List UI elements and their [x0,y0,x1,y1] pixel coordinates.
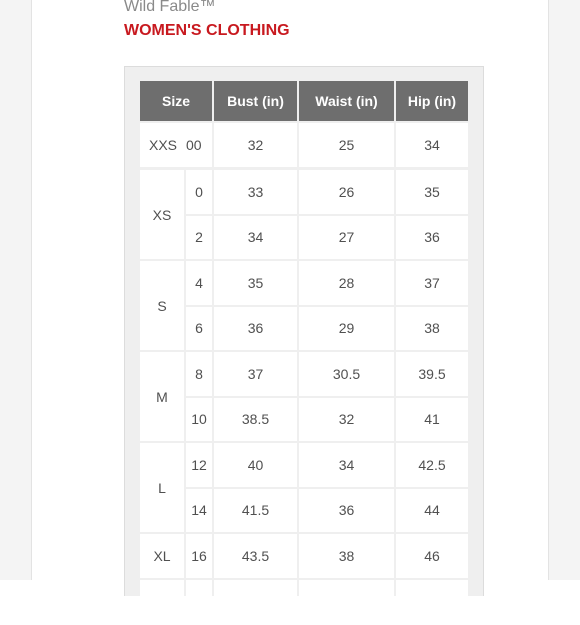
waist-cell: 36 [299,489,394,533]
bust-cell: 40 [214,443,297,487]
hip-cell: 46 [396,534,468,578]
bust-cell: 41.5 [214,489,297,533]
waist-cell: 28 [299,261,394,305]
hip-cell: 39.5 [396,352,468,396]
left-margin-bar [0,0,32,580]
size-letter-s: S [140,261,184,350]
size-number: 10 [186,398,212,442]
table-row [140,123,468,167]
bust-cell: 36 [214,307,297,351]
section-title: WOMEN'S CLOTHING [124,22,290,39]
size-number: 14 [186,489,212,533]
waist-cell: 29 [299,307,394,351]
size-letter-l: L [140,443,184,532]
table-row [140,398,468,442]
table-row [140,352,468,396]
bust-cell: 43.5 [214,534,297,578]
hip-cell: 41 [396,398,468,442]
header-waist: Waist (in) [299,81,394,121]
waist-cell: 26 [299,170,394,214]
header-hip: Hip (in) [396,81,468,121]
size-cell [140,123,212,167]
table-row [140,443,468,487]
empty-cell [396,580,468,624]
size-chart-table [138,79,470,169]
table-header-row [140,81,468,121]
table-row [140,216,468,260]
size-letter-xs: XS [140,170,184,259]
empty-cell [214,580,297,624]
hip-cell: 42.5 [396,443,468,487]
bust-cell: 32 [214,123,297,167]
bust-cell: 37 [214,352,297,396]
size-number: 8 [186,352,212,396]
size-number: 12 [186,443,212,487]
hip-cell: 44 [396,489,468,533]
table-row [140,170,468,214]
size-letter: XXS [148,136,177,153]
size-letter-m: M [140,352,184,441]
waist-cell: 27 [299,216,394,260]
hip-cell: 37 [396,261,468,305]
empty-cell [140,580,184,624]
size-letter-xl: XL [140,534,184,578]
size-chart-panel [124,66,484,596]
hip-cell: 34 [396,123,468,167]
bust-cell: 34 [214,216,297,260]
header-size: Size [140,81,212,121]
size-number: 0 [186,170,212,214]
header-bust: Bust (in) [214,81,297,121]
table-row [140,489,468,533]
table-row [140,534,468,578]
waist-cell: 34 [299,443,394,487]
table-row-partial [140,580,468,624]
size-number: 16 [186,534,212,578]
waist-cell: 25 [299,123,394,167]
size-number: 00 [186,136,202,153]
hip-cell: 38 [396,307,468,351]
waist-cell: 38 [299,534,394,578]
empty-cell [299,580,394,624]
bust-cell: 33 [214,170,297,214]
hip-cell: 35 [396,170,468,214]
size-chart-grouped-table [138,168,470,625]
size-number: 2 [186,216,212,260]
table-row [140,307,468,351]
empty-cell [186,580,212,624]
bust-cell: 35 [214,261,297,305]
bust-cell: 38.5 [214,398,297,442]
waist-cell: 30.5 [299,352,394,396]
hip-cell: 36 [396,216,468,260]
size-number: 4 [186,261,212,305]
right-margin-bar [548,0,580,580]
waist-cell: 32 [299,398,394,442]
brand-name: Wild Fable™ [124,0,216,15]
table-row [140,261,468,305]
size-number: 6 [186,307,212,351]
